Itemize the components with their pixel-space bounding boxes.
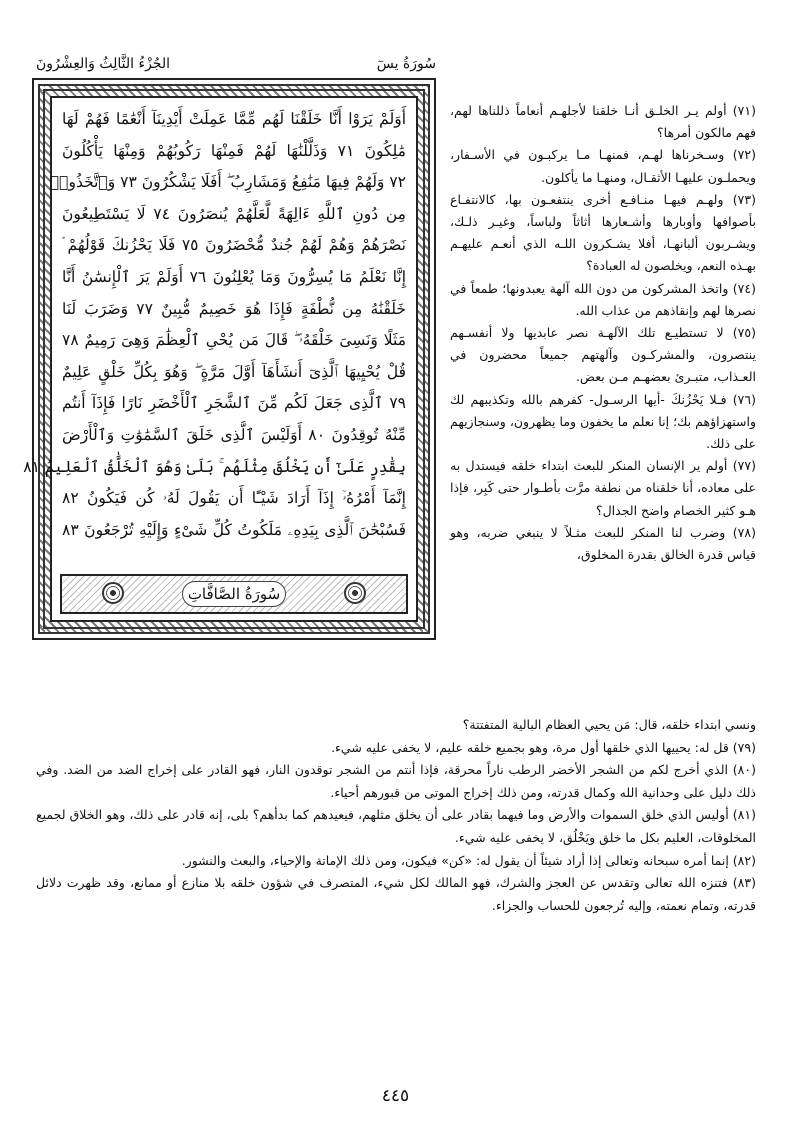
rosette-icon — [344, 582, 366, 604]
quran-line: نَصْرَهُمْ وَهُمْ لَهُمْ جُندٌ مُّحْضَرُونَ ٧٥ فَلَا يَحْزُنكَ قَوْلُهُمْ ۘ — [62, 236, 406, 255]
tafsir-full-width — [36, 714, 756, 917]
quran-text-panel — [23, 96, 418, 622]
tafsir-paragraph: (٨٢) إنما أمره سبحانه وتعالى إذا أراد شيئاً أن يقول له: «كن» فيكون، ومن ذلك الإماتة والإحياء، والبعث والنشور. — [181, 852, 756, 868]
tafsir-paragraph: (٧٤) واتخذ المشركون من دون الله آلهة يعبدونها؛ طمعاً في نصرها لهم وإنقاذهم من عذاب الله. — [450, 280, 756, 318]
tafsir-paragraph: (٧٧) أولم ير الإنسان المنكر للبعث ابتداء خلقه فيستدل به على معاده، أنا خلقناه من نطفة مرَّت بأطـوار حتى كَبِر، فإذا هـو كثير الخصام واضح الجدال؟ — [450, 458, 756, 518]
quran-line: أَوَلَمْ يَرَوْا أَنَّا خَلَقْنَا لَهُم مِّمَّا عَمِلَتْ أَيْدِينَآ أَنْعَٰمًا فَهُمْ لَهَا — [62, 110, 406, 128]
tafsir-paragraph: (٧٢) وسـخرناها لهـم، فمنهـا مـا يركبـون في الأسـفار، ويحملـون عليهـا الأثقـال، ومنهـا ما يأكلون. — [450, 147, 756, 185]
tafsir-paragraph: (٧٦) فـلا يَحْزُنكَ -أيها الرسـول- كفرهم بالله وتكذيبهم لك واستهزاؤهم بك؛ إنا نعلم ما يخفون وما يظهرون، وسنجازيهم على ذلك. — [450, 391, 756, 452]
juz-title: الجُزْءُ الثَّالِثُ وَالعِشْرُونَ — [36, 56, 170, 72]
tafsir-paragraph: (٧٩) قل له: يحييها الذي خلقها أول مرة، وهو بجميع خلقه عليم، لا يخفى عليه شيء. — [331, 739, 756, 755]
quran-line: فَسُبْحَٰنَ ٱلَّذِى بِيَدِهِۦ مَلَكُوتُ كُلِّ شَىْءٍ وَإِلَيْهِ تُرْجَعُونَ ٨٣ — [62, 520, 406, 539]
tafsir-side-column — [450, 100, 756, 566]
page-header — [36, 56, 436, 78]
quran-line: إِنَّمَآ أَمْرُهُۥٓ إِذَآ أَرَادَ شَيْـًٔا أَن يَقُولَ لَهُۥ كُن فَيَكُونُ ٨٢ — [62, 489, 406, 508]
tafsir-paragraph: (٧١) أولم يـر الخلـق أنـا خلقنا لأجلهـم أنعاماً ذللناها لهم، فهم مالكون أمرها؟ — [450, 103, 756, 141]
quran-lines — [23, 104, 406, 546]
tafsir-paragraph: (٧٣) ولهـم فيهـا منـافـع أخرى ينتفعـون بها، كالانتفـاع بأصوافها وأوبارها وأشـعارها أثاثاً ولباساً، وغيـر ذلـك، ويشـربون ألبانهـا، أفلا يشـكرون اللـه الذي أنعـم عليهـم بهـذه النعم، ويخلصون له العبادة؟ — [450, 191, 756, 274]
page-number: ٤٤٥ — [381, 1086, 410, 1106]
quran-line: مَٰلِكُونَ ٧١ وَذَلَّلْنَٰهَا لَهُمْ فَمِنْهَا رَكُوبُهُمْ وَمِنْهَا يَأْكُلُونَ — [62, 141, 406, 160]
tafsir-paragraph: (٨١) أوليس الذي خلق السموات والأرض وما فيهما بقادر على أن يخلق مثلهم، فيعيدهم كما بدأهم؟ بلى، إنه قادر على ذلك، وهو الخلاق لجميع المخلوقات، العليم بكل ما خلق ويَخْلُق، لا يخفى عليه شيء. — [36, 807, 756, 845]
tafsir-paragraph: ونسي ابتداء خلقه، قال: مَن يحيي العظام البالية المتفتتة؟ — [462, 717, 756, 732]
quran-line: ٧٩ ٱلَّذِى جَعَلَ لَكُم مِّنَ ٱلشَّجَرِ ٱلْأَخْضَرِ نَارًا فَإِذَآ أَنتُم — [62, 394, 406, 413]
quran-line: بِقَٰدِرٍ عَلَىٰٓ أَن يَخْلُقَ مِثْلَهُم ۚ بَلَىٰ وَهُوَ ٱلْخَلَّٰقُ ٱلْعَلِيمُ ٨١ — [23, 457, 406, 476]
tafsir-paragraph: (٨٣) فتنزه الله تعالى وتقدس عن العجز والشرك، فهو المالك لكل شيء، المتصرف في شؤون خلقه بلا منازع أو ممانع، وقد ظهرت دلائل قدرته، وتمام نعمته، وإليه تُرجعون للحساب والجزاء. — [36, 875, 756, 913]
sura-title: سُورَةُ يسٓ — [376, 56, 436, 72]
quran-line: قُلْ يُحْيِيهَا ٱلَّذِىٓ أَنشَأَهَآ أَوَّلَ مَرَّةٍ ۖ وَهُوَ بِكُلِّ خَلْقٍ عَلِيمٌ — [62, 362, 406, 381]
next-sura-banner — [60, 574, 408, 614]
quran-line: مِن دُونِ ٱللَّهِ ءَالِهَةً لَّعَلَّهُمْ يُنصَرُونَ ٧٤ لَا يَسْتَطِيعُونَ — [62, 204, 406, 223]
quran-line: إِنَّا نَعْلَمُ مَا يُسِرُّونَ وَمَا يُعْلِنُونَ ٧٦ أَوَلَمْ يَرَ ٱلْإِنسَٰنُ أَنَّا — [62, 267, 406, 286]
mushaf-frame — [23, 78, 436, 640]
next-sura-title: سُورَةُ الصَّافَّاتِ — [182, 581, 286, 607]
quran-line: ٧٢ وَلَهُمْ فِيهَا مَنَٰفِعُ وَمَشَارِبُ ۖ أَفَلَا يَشْكُرُونَ ٧٣ وَٱتَّخَذُوا۟ — [49, 173, 406, 192]
tafsir-paragraph: (٧٨) وضرب لنا المنكر للبعث مثـلاً لا ينبغي ضربه، وهو قياس قدرة الخالق بقدرة المخلوق، — [450, 524, 756, 563]
quran-line: خَلَقْنَٰهُ مِن نُّطْفَةٍ فَإِذَا هُوَ خَصِيمٌ مُّبِينٌ ٧٧ وَضَرَبَ لَنَا — [62, 299, 406, 318]
tafsir-paragraph: (٧٥) لا تستطيـع تلك الآلهـة نصر عابديها ولا أنفسـهم ينتصرون، والمشركـون وآلهتهم جميعاً محضرون في العـذاب، متبـرئ بعضهـم مـن بعض. — [450, 325, 756, 385]
quran-line: مِّنْهُ تُوقِدُونَ ٨٠ أَوَلَيْسَ ٱلَّذِى خَلَقَ ٱلسَّمَٰوَٰتِ وَٱلْأَرْضَ — [62, 425, 406, 444]
quran-line: مَثَلًا وَنَسِىَ خَلْقَهُۥ ۖ قَالَ مَن يُحْىِ ٱلْعِظَٰمَ وَهِىَ رَمِيمٌ ٧٨ — [62, 331, 406, 350]
rosette-icon — [102, 582, 124, 604]
tafsir-paragraph: (٨٠) الذي أخرج لكم من الشجر الأخضر الرطب ناراً محرقة، فإذا أنتم من الشجر توقدون النار، فهو القادر على إخراج الضد من الضد. وفي ذلك دليل على وحدانية الله وكمال قدرته، ومن ذلك إخراج الموتى من قبورهم أحياء. — [36, 762, 756, 800]
